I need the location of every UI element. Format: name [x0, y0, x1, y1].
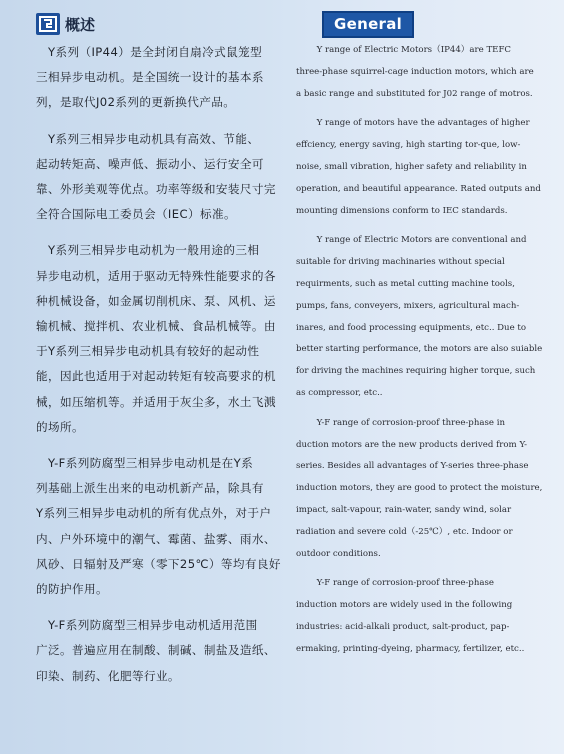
english-text-line: Y-F range of corrosion-proof three-phase: [316, 578, 494, 589]
chinese-text-line: 起动转矩高、噪声低、振动小、运行安全可: [36, 156, 264, 171]
paragraph-gap: [296, 565, 544, 573]
chinese-text-line: 于Y系列三相异步电动机具有较好的起动性: [36, 344, 260, 359]
english-header: [296, 8, 544, 40]
company-logo-icon: [36, 13, 60, 35]
paragraph-gap: [296, 105, 544, 113]
chinese-header: [36, 8, 280, 40]
english-paragraph: [296, 230, 544, 404]
section-title-general: General: [322, 11, 414, 38]
english-text-line: radiation and severe cold（-25℃）, etc. Indoor or: [296, 526, 513, 537]
paragraph-gap: [36, 116, 280, 127]
paragraph-gap: [296, 405, 544, 413]
english-text-line: noise, small vibration, higher safety and reliability in: [296, 161, 527, 172]
chinese-text-line: 靠、外形美观等优点。功率等级和安装尺寸完: [36, 182, 276, 197]
english-text-line: industries: acid-alkali product, salt-product, pap-: [296, 621, 510, 632]
paragraph-gap: [36, 440, 280, 451]
english-text-line: Y range of Electric Motors are conventional and: [316, 235, 527, 246]
english-text-line: operation, and beautiful appearance. Rated outputs and: [296, 183, 541, 194]
chinese-text-line: 种机械设备，如金属切削机床、泵、风机、运: [36, 293, 276, 308]
english-paragraph: [296, 113, 544, 222]
chinese-text-line: 能，因此也适用于对起动转矩有较高要求的机: [36, 369, 276, 384]
chinese-column: [36, 8, 280, 754]
chinese-text-line: 列基础上派生出来的电动机新产品，除具有: [36, 481, 264, 496]
english-text-line: Y-F range of corrosion-proof three-phase in: [316, 417, 505, 428]
english-text-line: outdoor conditions.: [296, 548, 381, 559]
paragraph-gap: [36, 602, 280, 613]
section-title-overview: 概述: [65, 15, 96, 34]
chinese-text-line: Y-F系列防腐型三相异步电动机是在Y系: [36, 456, 254, 471]
chinese-text-line: 异步电动机，适用于驱动无特殊性能要求的各: [36, 268, 276, 283]
english-text-line: as compressor, etc..: [296, 387, 383, 398]
chinese-paragraph: [36, 451, 280, 602]
chinese-text-line: 印染、制药、化肥等行业。: [36, 668, 180, 683]
english-text-line: suitable for driving machinaries without special: [296, 257, 505, 268]
english-text-line: impact, salt-vapour, rain-water, sandy wind, solar: [296, 504, 512, 515]
english-paragraph: [296, 413, 544, 566]
english-text-line: for driving the machines requiring higher torque, such: [296, 366, 536, 377]
english-text-line: induction motors are widely used in the following: [296, 600, 513, 611]
english-text-line: series. Besides all advantages of Y-series three-phase: [296, 461, 529, 472]
english-paragraph: [296, 573, 544, 660]
chinese-paragraph: [36, 238, 280, 440]
english-text-line: mounting dimensions conform to IEC standards.: [296, 205, 508, 216]
english-body: [296, 40, 544, 661]
english-text-line: pumps, fans, conveyers, mixers, agricultural mach-: [296, 300, 520, 311]
chinese-paragraph: [36, 127, 280, 228]
chinese-text-line: 列，是取代J02系列的更新换代产品。: [36, 95, 236, 110]
chinese-text-line: Y系列三相异步电动机的所有优点外，对于户: [36, 506, 272, 521]
chinese-text-line: Y系列三相异步电动机具有高效、节能、: [36, 131, 260, 146]
paragraph-gap: [36, 227, 280, 238]
english-text-line: three-phase squirrel-cage induction motors, which are: [296, 66, 534, 77]
chinese-paragraph: [36, 40, 280, 116]
english-text-line: effciency, energy saving, high starting tor-que, low-: [296, 140, 521, 151]
english-text-line: duction motors are the new products derived from Y-: [296, 439, 528, 450]
english-column: [296, 8, 544, 754]
chinese-paragraph: [36, 613, 280, 689]
chinese-body: [36, 40, 280, 689]
english-text-line: requirments, such as metal cutting machine tools,: [296, 278, 515, 289]
chinese-text-line: 械，如压缩机等。并适用于灰尘多，水土飞溅: [36, 394, 276, 409]
chinese-text-line: Y系列（IP44）是全封闭自扇冷式鼠笼型: [36, 45, 263, 59]
paragraph-gap: [296, 222, 544, 230]
english-text-line: inares, and food processing equipments, etc.. Due to: [296, 322, 527, 333]
english-paragraph: [296, 40, 544, 105]
english-text-line: better starting performance, the motors are also suiable: [296, 344, 543, 355]
chinese-text-line: 风砂、日辐射及严寒（零下25℃）等均有良好: [36, 556, 281, 571]
chinese-text-line: Y-F系列防腐型三相异步电动机适用范围: [36, 618, 258, 633]
chinese-text-line: 内、户外环境中的潮气、霉菌、盐雾、雨水、: [36, 531, 276, 546]
chinese-text-line: Y系列三相异步电动机为一般用途的三相: [36, 243, 260, 258]
english-text-line: induction motors, they are good to protect the moisture,: [296, 483, 543, 494]
chinese-text-line: 输机械、搅拌机、农业机械、食品机械等。由: [36, 319, 276, 334]
chinese-text-line: 全符合国际电工委员会（IEC）标准。: [36, 207, 236, 222]
english-text-line: ermaking, printing-dyeing, pharmacy, fertilizer, etc..: [296, 643, 525, 654]
english-text-line: Y range of motors have the advantages of higher: [316, 118, 530, 129]
chinese-text-line: 的防护作用。: [36, 582, 108, 597]
chinese-text-line: 广泛。普遍应用在制酸、制碱、制盐及造纸、: [36, 643, 276, 658]
english-text-line: Y range of Electric Motors（IP44）are TEFC: [316, 45, 511, 55]
chinese-text-line: 的场所。: [36, 419, 84, 434]
english-text-line: a basic range and substituted for J02 range of motros.: [296, 88, 533, 99]
chinese-text-line: 三相异步电动机。是全国统一设计的基本系: [36, 70, 264, 85]
